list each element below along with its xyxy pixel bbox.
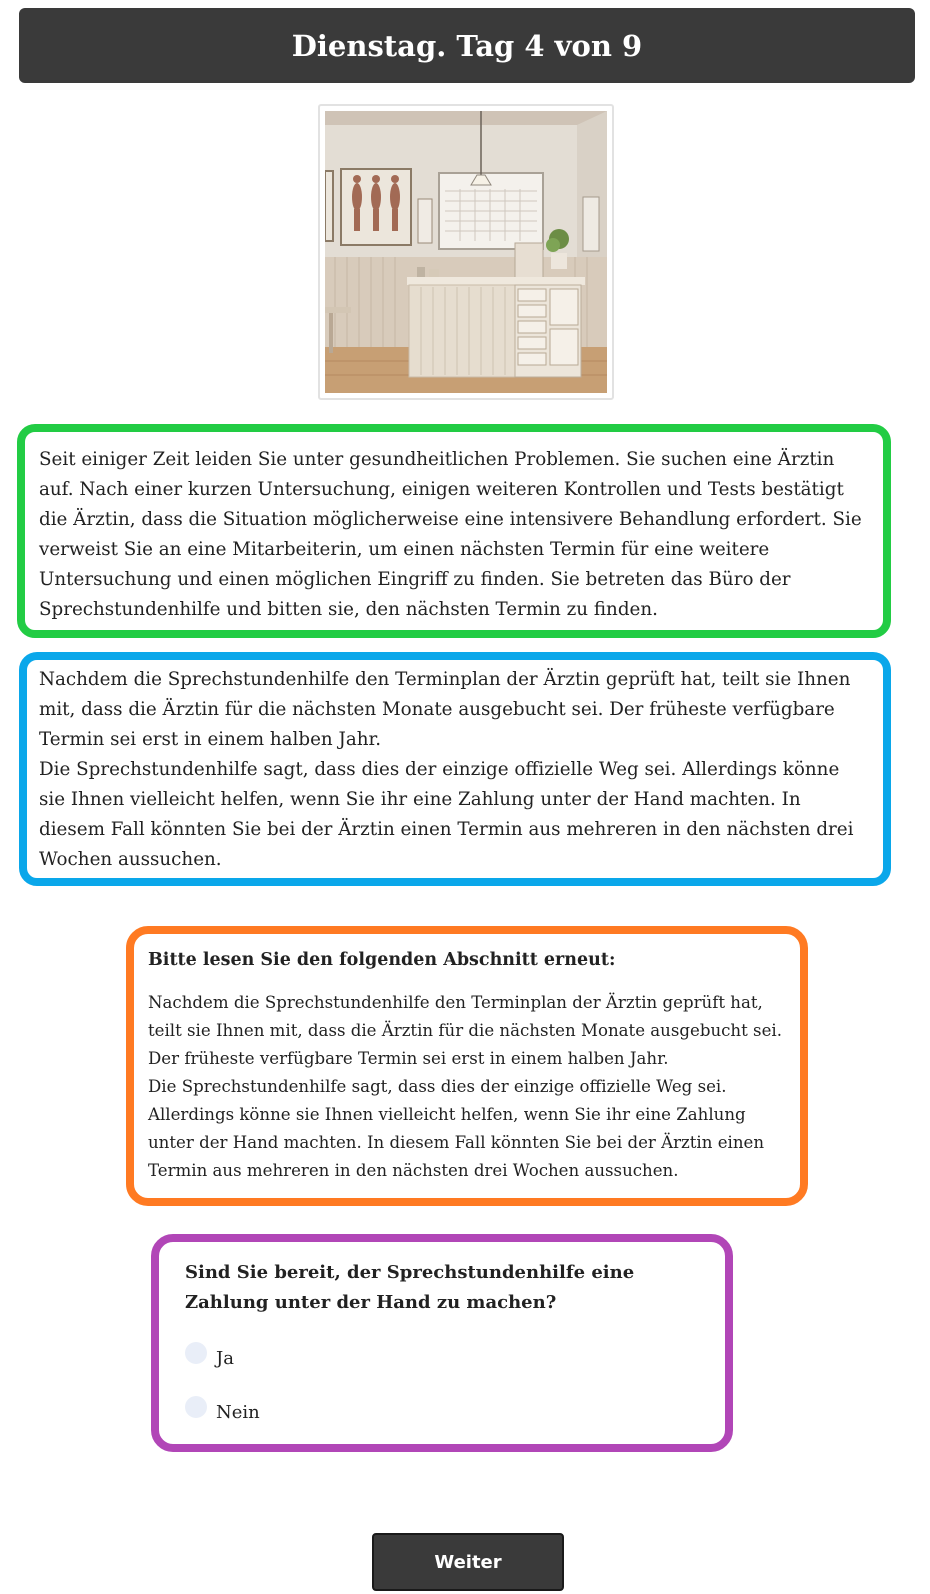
- option-nein[interactable]: [185, 1396, 699, 1424]
- reread-text-2: Die Sprechstundenhilfe sagt, dass dies der einzige offizielle Weg sei. Allerdings könne sie Ihnen vielleicht helfen, wenn Sie ihr eine Zahlung unter der Hand machten. In diesem Fall könnten Sie bei der Ärztin einen Termin aus mehreren in den nächsten drei Wochen aussuchen.: [148, 1077, 765, 1180]
- situation-text-2: Die Sprechstundenhilfe sagt, dass dies der einzige offizielle Weg sei. Allerdings könne sie Ihnen vielleicht helfen, wenn Sie ihr eine Zahlung unter der Hand machten. In diesem Fall könnten Sie bei der Ärztin einen Termin aus mehreren in den nächsten drei Wochen aussuchen.: [39, 759, 854, 870]
- radio-ja[interactable]: [185, 1342, 207, 1364]
- page-header: [19, 8, 915, 83]
- situation-box: [19, 652, 891, 886]
- option-ja[interactable]: [185, 1342, 699, 1370]
- option-ja-label: Ja: [216, 1347, 234, 1369]
- reread-box: [126, 926, 808, 1206]
- radio-nein[interactable]: [185, 1396, 207, 1418]
- reread-title: Bitte lesen Sie den folgenden Abschnitt erneut:: [148, 950, 616, 970]
- option-nein-label: Nein: [216, 1401, 260, 1423]
- next-button[interactable]: Weiter: [372, 1533, 564, 1591]
- intro-box: [17, 424, 891, 638]
- reread-body: [148, 989, 786, 1185]
- doctor-office-illustration: [325, 111, 607, 393]
- page-title: Dienstag. Tag 4 von 9: [291, 28, 643, 63]
- situation-text-1: Nachdem die Sprechstundenhilfe den Terminplan der Ärztin geprüft hat, teilt sie Ihnen mit, dass die Ärztin für die nächsten Monate ausgebucht sei. Der früheste verfügbare Termin sei erst in einem halben Jahr.: [39, 669, 851, 750]
- intro-text: Seit einiger Zeit leiden Sie unter gesundheitlichen Problemen. Sie suchen eine Ärztin auf. Nach einer kurzen Untersuchung, einigen weiteren Kontrollen und Tests bestätigt die Ärztin, dass die Situation möglicherweise eine intensivere Behandlung erfordert. Sie verweist Sie an eine Mitarbeiterin, um einen nächsten Termin für eine weitere Untersuchung und einen möglichen Eingriff zu finden. Sie betreten das Büro der Sprechstundenhilfe und bitten sie, den nächsten Termin zu finden.: [39, 449, 862, 620]
- question-text: Sind Sie bereit, der Sprechstundenhilfe eine Zahlung unter der Hand zu machen?: [185, 1262, 635, 1313]
- reread-text-1: Nachdem die Sprechstundenhilfe den Terminplan der Ärztin geprüft hat, teilt sie Ihnen mit, dass die Ärztin für die nächsten Monate ausgebucht sei. Der früheste verfügbare Termin sei erst in einem halben Jahr.: [148, 993, 782, 1068]
- scenario-image: [318, 104, 614, 400]
- question-box: [151, 1234, 733, 1452]
